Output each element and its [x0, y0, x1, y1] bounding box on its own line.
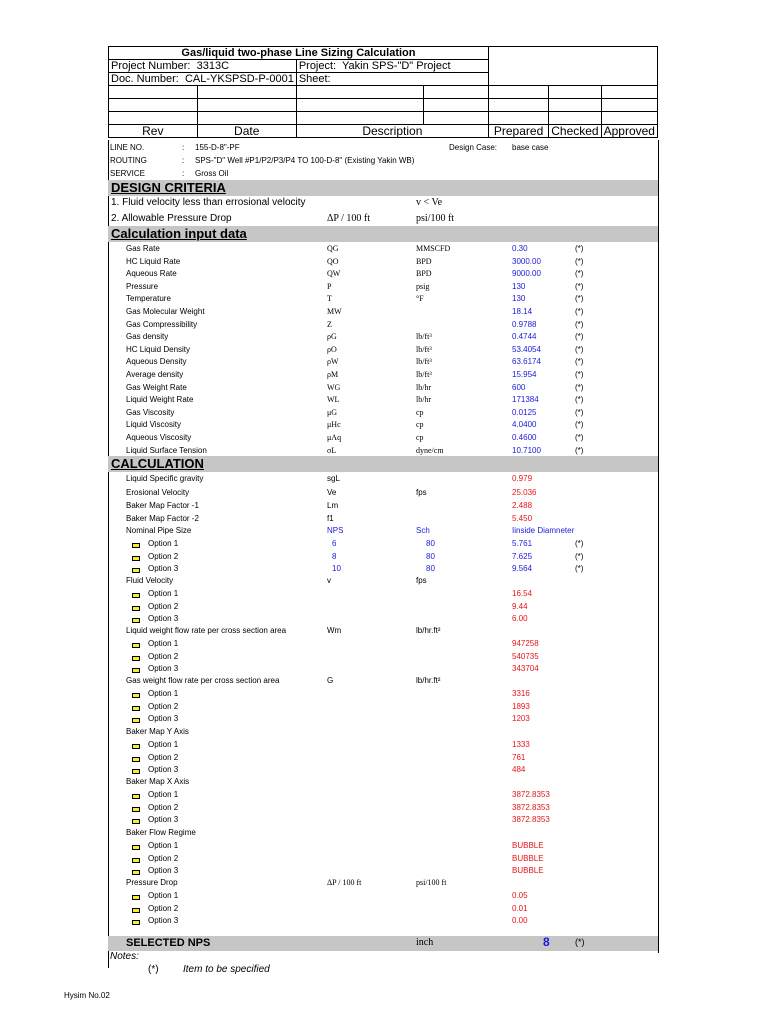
- input-star: (*): [575, 257, 584, 266]
- option-checkbox[interactable]: [132, 643, 140, 648]
- input-value: 130: [512, 282, 526, 291]
- input-symbol: WL: [327, 395, 340, 404]
- fluid-velocity-unit: fps: [416, 576, 427, 585]
- input-star: (*): [575, 420, 584, 429]
- option-checkbox[interactable]: [132, 668, 140, 673]
- input-star: (*): [575, 269, 584, 278]
- option-label: Option 3: [148, 614, 179, 623]
- bm2-sym: f1: [327, 514, 334, 523]
- option-checkbox[interactable]: [132, 895, 140, 900]
- notes-text: Item to be specified: [183, 964, 270, 975]
- baker-x-label: Baker Map X Axis: [126, 777, 190, 786]
- criteria-2-unit: psi/100 ft: [416, 213, 455, 224]
- option-value: BUBBLE: [512, 841, 544, 850]
- option-label: Option 2: [148, 652, 179, 661]
- input-star: (*): [575, 395, 584, 404]
- input-symbol: QW: [327, 269, 341, 278]
- input-star: (*): [575, 408, 584, 417]
- option-label: Option 1: [148, 790, 179, 799]
- input-unit: cp: [416, 408, 424, 417]
- option-value: BUBBLE: [512, 854, 544, 863]
- pipe-id: 9.564: [512, 564, 533, 573]
- option-checkbox[interactable]: [132, 656, 140, 661]
- option-value: 9.44: [512, 602, 528, 611]
- design-case: base case: [512, 143, 549, 152]
- liquid-weight-flux-unit: lb/hr.ft²: [416, 626, 441, 635]
- input-star: (*): [575, 433, 584, 442]
- bm2-label: Baker Map Factor -2: [126, 514, 199, 523]
- option-value: 3872.8353: [512, 803, 550, 812]
- input-symbol: ρG: [327, 332, 337, 341]
- option-label: Option 2: [148, 702, 179, 711]
- input-value: 3000.00: [512, 257, 541, 266]
- design-criteria-title: DESIGN CRITERIA: [111, 180, 226, 195]
- pipe-id: 5.761: [512, 539, 533, 548]
- option-label: Option 1: [148, 740, 179, 749]
- input-symbol: ρM: [327, 370, 339, 379]
- input-label: Aqueous Density: [126, 357, 187, 366]
- left-border: [108, 140, 109, 968]
- nps-label: Nominal Pipe Size: [126, 526, 192, 535]
- selected-value: 8: [543, 935, 550, 949]
- input-symbol: μG: [327, 408, 338, 417]
- input-symbol: WG: [327, 383, 341, 392]
- sg-sym: sgL: [327, 474, 340, 483]
- pressure-drop-sym: ΔP / 100 ft: [327, 878, 362, 887]
- doc-title: Gas/liquid two-phase Line Sizing Calculation: [109, 47, 489, 60]
- input-unit: cp: [416, 420, 424, 429]
- option-label: Option 1: [148, 639, 179, 648]
- service-label: SERVICE: [110, 169, 145, 178]
- col-approved: Approved: [601, 125, 657, 138]
- input-value: 0.4600: [512, 433, 537, 442]
- nps-sym: NPS: [327, 526, 344, 535]
- right-border: [658, 140, 659, 953]
- option-value: 3872.8353: [512, 790, 550, 799]
- nps-id-header: Iinside Diamneter: [512, 526, 575, 535]
- input-label: Gas Compressibility: [126, 320, 198, 329]
- input-label: Gas Molecular Weight: [126, 307, 205, 316]
- design-criteria-band: [108, 180, 658, 196]
- criteria-2-sym: ΔP / 100 ft: [327, 213, 371, 224]
- option-checkbox[interactable]: [132, 556, 140, 561]
- input-unit: lb/ft³: [416, 357, 432, 366]
- input-symbol: QG: [327, 244, 339, 253]
- input-symbol: P: [327, 282, 332, 291]
- bm1-sym: Lm: [327, 501, 339, 510]
- liquid-weight-flux-sym: Wm: [327, 626, 342, 635]
- input-unit: lb/ft³: [416, 370, 432, 379]
- input-value: 63.6174: [512, 357, 541, 366]
- fluid-velocity-sym: v: [327, 576, 331, 585]
- input-unit: lb/ft³: [416, 332, 432, 341]
- input-star: (*): [575, 320, 584, 329]
- input-unit: MMSCFD: [416, 244, 451, 253]
- option-value: BUBBLE: [512, 866, 544, 875]
- col-rev: Rev: [109, 125, 198, 138]
- col-prepared: Prepared: [488, 125, 548, 138]
- option-label: Option 1: [148, 539, 179, 548]
- footer: Hysim No.02: [64, 991, 110, 1000]
- input-value: 10.7100: [512, 446, 541, 455]
- nps-unit: Sch: [416, 526, 430, 535]
- input-label: HC Liquid Density: [126, 345, 191, 354]
- option-value: 1203: [512, 714, 530, 723]
- option-label: Option 1: [148, 841, 179, 850]
- line-no: 155-D-8"-PF: [195, 143, 240, 152]
- option-value: 0.00: [512, 916, 528, 925]
- sg-value: 0.979: [512, 474, 533, 483]
- option-value: 6.00: [512, 614, 528, 623]
- liquid-weight-flux-label: Liquid weight flow rate per cross section area: [126, 626, 287, 635]
- project-number: Project Number: 3313C: [109, 60, 297, 73]
- pipe-nps: 10: [332, 564, 341, 573]
- input-unit: psig: [416, 282, 430, 291]
- input-symbol: T: [327, 294, 332, 303]
- input-unit: lb/hr: [416, 395, 432, 404]
- gas-weight-flux-unit: lb/hr.ft²: [416, 676, 441, 685]
- criteria-2: 2. Allowable Pressure Drop: [111, 213, 232, 224]
- routing-label: ROUTING: [110, 156, 147, 165]
- baker-flow-regime-label: Baker Flow Regime: [126, 828, 196, 837]
- criteria-1-expr: v < Ve: [416, 197, 443, 208]
- project-name: Project: Yakin SPS-"D" Project: [296, 60, 488, 73]
- option-value: 484: [512, 765, 526, 774]
- option-label: Option 1: [148, 891, 179, 900]
- option-label: Option 3: [148, 564, 179, 573]
- bm1-value: 2.488: [512, 501, 533, 510]
- pipe-nps: 8: [332, 552, 337, 561]
- fluid-velocity-label: Fluid Velocity: [126, 576, 174, 585]
- calculation-band: [108, 456, 658, 472]
- input-star: (*): [575, 370, 584, 379]
- input-label: Liquid Weight Rate: [126, 395, 194, 404]
- input-symbol: Z: [327, 320, 332, 329]
- pipe-sch: 80: [426, 564, 435, 573]
- input-star: (*): [575, 282, 584, 291]
- input-label: Gas Rate: [126, 244, 160, 253]
- line-no-label: LINE NO.: [110, 143, 145, 152]
- input-star: (*): [575, 446, 584, 455]
- option-checkbox[interactable]: [132, 618, 140, 623]
- input-unit: cp: [416, 433, 424, 442]
- input-symbol: μHc: [327, 420, 341, 429]
- option-checkbox[interactable]: [132, 593, 140, 598]
- input-symbol: σL: [327, 446, 337, 455]
- option-value: 947258: [512, 639, 539, 648]
- routing: SPS-"D" Well #P1/P2/P3/P4 TO 100-D-8" (Existing Yakin WB): [195, 156, 415, 165]
- input-symbol: ρW: [327, 357, 339, 366]
- option-checkbox[interactable]: [132, 920, 140, 925]
- pressure-drop-label: Pressure Drop: [126, 878, 178, 887]
- sg-label: Liquid Specific gravity: [126, 474, 204, 483]
- input-star: (*): [575, 307, 584, 316]
- input-title: Calculation input data: [111, 226, 247, 241]
- input-label: Liquid Viscosity: [126, 420, 181, 429]
- input-value: 9000.00: [512, 269, 541, 278]
- ev-value: 25.036: [512, 488, 537, 497]
- option-checkbox[interactable]: [132, 858, 140, 863]
- header-table: [108, 46, 658, 138]
- input-value: 0.0125: [512, 408, 537, 417]
- input-symbol: MW: [327, 307, 342, 316]
- option-checkbox[interactable]: [132, 807, 140, 812]
- option-checkbox[interactable]: [132, 718, 140, 723]
- pipe-star: (*): [575, 552, 584, 561]
- input-unit: BPD: [416, 269, 432, 278]
- option-value: 0.01: [512, 904, 528, 913]
- input-label: Temperature: [126, 294, 171, 303]
- ev-label: Erosional Velocity: [126, 488, 190, 497]
- input-label: HC Liquid Rate: [126, 257, 181, 266]
- input-value: 15.954: [512, 370, 537, 379]
- input-unit: lb/ft³: [416, 345, 432, 354]
- option-label: Option 2: [148, 904, 179, 913]
- pipe-id: 7.625: [512, 552, 533, 561]
- input-label: Gas Weight Rate: [126, 383, 187, 392]
- logo-area: [488, 47, 657, 86]
- input-value: 0.30: [512, 244, 528, 253]
- input-label: Average density: [126, 370, 184, 379]
- doc-number: Doc. Number: CAL-YKSPSD-P-0001: [109, 73, 297, 86]
- input-value: 0.9788: [512, 320, 537, 329]
- pipe-star: (*): [575, 564, 584, 573]
- option-label: Option 2: [148, 552, 179, 561]
- option-value: 540735: [512, 652, 539, 661]
- option-label: Option 3: [148, 916, 179, 925]
- service: Gross Oil: [195, 169, 229, 178]
- input-star: (*): [575, 332, 584, 341]
- input-star: (*): [575, 345, 584, 354]
- input-unit: BPD: [416, 257, 432, 266]
- ev-unit: fps: [416, 488, 427, 497]
- input-value: 0.4744: [512, 332, 537, 341]
- criteria-1: 1. Fluid velocity less than errosional velocity: [111, 197, 306, 208]
- baker-y-label: Baker Map Y Axis: [126, 727, 189, 736]
- option-value: 761: [512, 753, 526, 762]
- input-label: Liquid Surface Tension: [126, 446, 207, 455]
- option-checkbox[interactable]: [132, 819, 140, 824]
- input-symbol: μAq: [327, 433, 342, 442]
- ev-sym: Ve: [327, 488, 337, 497]
- option-label: Option 2: [148, 803, 179, 812]
- selected-unit: inch: [416, 937, 434, 948]
- option-label: Option 3: [148, 866, 179, 875]
- input-star: (*): [575, 357, 584, 366]
- input-label: Gas density: [126, 332, 169, 341]
- pipe-nps: 6: [332, 539, 337, 548]
- col-date: Date: [197, 125, 296, 138]
- gas-weight-flux-label: Gas weight flow rate per cross section area: [126, 676, 280, 685]
- option-label: Option 2: [148, 753, 179, 762]
- header-block: [108, 46, 658, 138]
- input-unit: dyne/cm: [416, 446, 444, 455]
- pressure-drop-unit: psi/100 ft: [416, 878, 447, 887]
- input-value: 53.4054: [512, 345, 541, 354]
- calculation-title: CALCULATION: [111, 456, 204, 471]
- option-label: Option 3: [148, 815, 179, 824]
- option-checkbox[interactable]: [132, 845, 140, 850]
- input-value: 130: [512, 294, 526, 303]
- option-label: Option 3: [148, 664, 179, 673]
- input-label: Aqueous Viscosity: [126, 433, 192, 442]
- option-value: 1333: [512, 740, 530, 749]
- input-star: (*): [575, 244, 584, 253]
- bm2-value: 5.450: [512, 514, 533, 523]
- gas-weight-flux-sym: G: [327, 676, 334, 685]
- option-checkbox[interactable]: [132, 908, 140, 913]
- option-label: Option 1: [148, 589, 179, 598]
- option-label: Option 2: [148, 602, 179, 611]
- option-label: Option 1: [148, 689, 179, 698]
- option-checkbox[interactable]: [132, 706, 140, 711]
- col-checked: Checked: [549, 125, 601, 138]
- col-description: Description: [296, 125, 488, 138]
- sheet: Sheet:: [296, 73, 488, 86]
- option-label: Option 3: [148, 714, 179, 723]
- option-checkbox[interactable]: [132, 693, 140, 698]
- option-checkbox[interactable]: [132, 543, 140, 548]
- input-band: [108, 226, 658, 242]
- option-value: 1893: [512, 702, 530, 711]
- option-checkbox[interactable]: [132, 757, 140, 762]
- input-symbol: QO: [327, 257, 339, 266]
- notes-title: Notes:: [110, 951, 139, 962]
- pipe-sch: 80: [426, 539, 435, 548]
- input-label: Aqueous Rate: [126, 269, 177, 278]
- option-checkbox[interactable]: [132, 606, 140, 611]
- option-value: 16.54: [512, 589, 533, 598]
- selected-star: (*): [575, 937, 585, 947]
- option-label: Option 3: [148, 765, 179, 774]
- input-value: 4.0400: [512, 420, 537, 429]
- option-checkbox[interactable]: [132, 769, 140, 774]
- pipe-sch: 80: [426, 552, 435, 561]
- input-unit: lb/hr: [416, 383, 432, 392]
- option-value: 0.05: [512, 891, 528, 900]
- input-star: (*): [575, 294, 584, 303]
- option-checkbox[interactable]: [132, 794, 140, 799]
- option-checkbox[interactable]: [132, 568, 140, 573]
- input-value: 600: [512, 383, 526, 392]
- selected-label: SELECTED NPS: [126, 937, 211, 949]
- option-checkbox[interactable]: [132, 870, 140, 875]
- pipe-star: (*): [575, 539, 584, 548]
- design-case-label: Design Case:: [449, 143, 498, 152]
- input-label: Pressure: [126, 282, 159, 291]
- option-checkbox[interactable]: [132, 744, 140, 749]
- option-value: 3316: [512, 689, 530, 698]
- option-label: Option 2: [148, 854, 179, 863]
- input-unit: °F: [416, 294, 424, 303]
- input-label: Gas Viscosity: [126, 408, 175, 417]
- notes-star: (*): [148, 964, 159, 975]
- option-value: 343704: [512, 664, 539, 673]
- option-value: 3872.8353: [512, 815, 550, 824]
- input-value: 171384: [512, 395, 539, 404]
- bm1-label: Baker Map Factor -1: [126, 501, 199, 510]
- input-star: (*): [575, 383, 584, 392]
- input-symbol: ρO: [327, 345, 337, 354]
- input-value: 18.14: [512, 307, 533, 316]
